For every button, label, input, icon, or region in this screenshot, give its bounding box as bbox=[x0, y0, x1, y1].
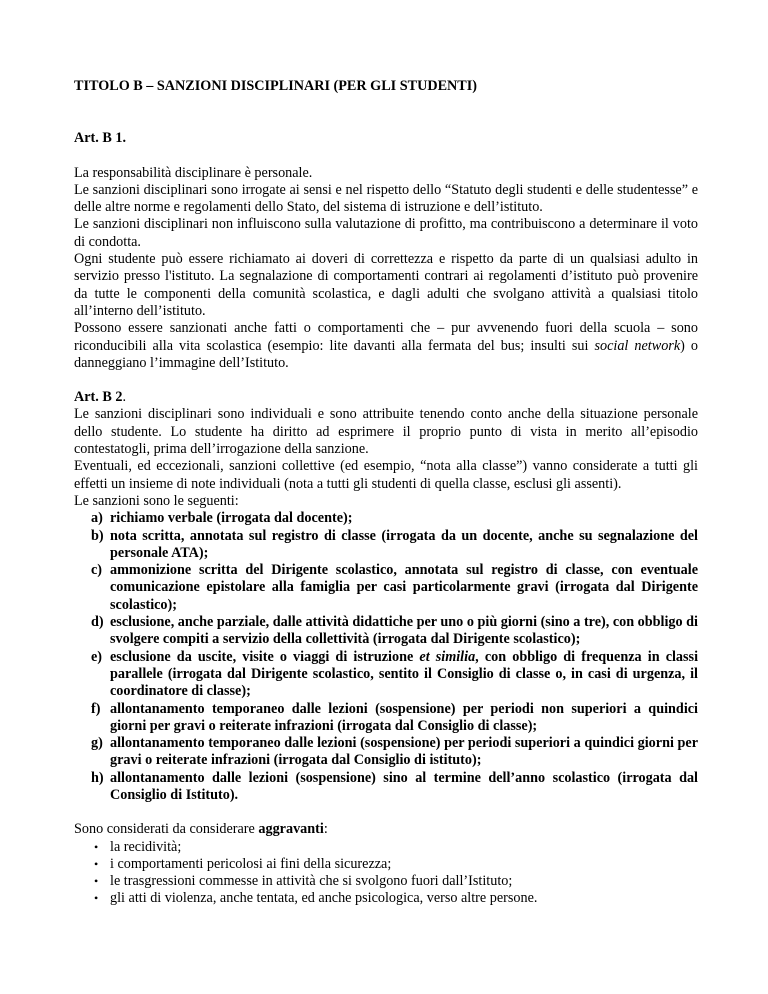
art-b2-paragraph-2: Eventuali, ed eccezionali, sanzioni collettive (ed esempio, “nota alla classe”) vanno considerate a tutti gli effetti un insieme di note individuali (nota a tutti gli studenti di quella classe, esclusi gli assenti). bbox=[74, 458, 698, 492]
sanction-item bbox=[74, 770, 698, 805]
aggravanti-list bbox=[74, 839, 698, 908]
aggravante-text: le trasgressioni commesse in attività che si svolgono fuori dall’Istituto; bbox=[110, 873, 513, 890]
sanctions-list bbox=[74, 510, 698, 804]
sanction-text: allontanamento temporaneo dalle lezioni (sospensione) per periodi superiori a quindici giorni per gravi o reiterate infrazioni (irrogata dal Consiglio di istituto); bbox=[110, 735, 698, 769]
art-b1-paragraph-4: Ogni studente può essere richiamato ai doveri di correttezza e rispetto da parte di un qualsiasi adulto in servizio presso l'istituto. La segnalazione di comportamenti contrari ai regolamenti d’istituto può provenire da tutte le componenti della comunità scolastica, e dagli adulti che svolgano attività a qualsiasi titolo all’interno dell’istituto. bbox=[74, 251, 698, 319]
sanction-label: g) bbox=[91, 735, 103, 752]
document-title: TITOLO B – SANZIONI DISCIPLINARI (PER GLI STUDENTI) bbox=[74, 78, 477, 94]
article-b2-heading-line bbox=[74, 389, 698, 406]
sanction-label: c) bbox=[91, 562, 103, 579]
sanction-item bbox=[74, 528, 698, 563]
sanction-item bbox=[74, 510, 698, 527]
aggravante-text: i comportamenti pericolosi ai fini della sicurezza; bbox=[110, 855, 392, 872]
aggravante-text: gli atti di violenza, anche tentata, ed anche psicologica, verso altre persone. bbox=[110, 890, 538, 907]
bullet-icon: • bbox=[94, 856, 99, 871]
sanction-text: ammonizione scritta del Dirigente scolastico, annotata sul registro di classe, con eventuale comunicazione epistolare alla famiglia per casi particolarmente gravi (irrogata dal Dirigente scolastico); bbox=[110, 562, 698, 613]
art-b1-p5-emphasis: social network bbox=[594, 337, 681, 354]
sanction-label: e) bbox=[91, 648, 103, 665]
sanction-text: esclusione, anche parziale, dalle attività didattiche per uno o più giorni (sino a tre), con obbligo di svolgere compiti a servizio della collettività (irrogata dal Dirigente scolastico); bbox=[110, 614, 698, 648]
aggravanti-keyword: aggravanti bbox=[258, 821, 324, 838]
sanction-item bbox=[74, 649, 698, 701]
art-b1-paragraph-2: Le sanzioni disciplinari sono irrogate ai sensi e nel rispetto dello “Statuto degli studenti e delle studentesse” e delle altre norme e regolamenti dello Stato, del sistema di istruzione e dell’istituto. bbox=[74, 181, 698, 216]
sanction-text: allontanamento dalle lezioni (sospensione) sino al termine dell’anno scolastico (irrogata dal Consiglio di Istituto). bbox=[110, 769, 698, 803]
sanction-item bbox=[74, 614, 698, 649]
aggravanti-colon: : bbox=[323, 821, 328, 838]
sanction-label: f) bbox=[91, 700, 101, 717]
document-page bbox=[74, 78, 698, 908]
article-b2-heading-dot: . bbox=[122, 389, 127, 406]
art-b1-p5-text-b: ) o danneggiano l’immagine dell’Istituto. bbox=[74, 337, 698, 371]
aggravante-item bbox=[74, 890, 698, 907]
aggravanti-intro bbox=[74, 821, 698, 838]
aggravanti-intro-text: Sono considerati da considerare bbox=[74, 821, 259, 838]
sanction-label: b) bbox=[91, 527, 104, 544]
article-b2-heading: Art. B 2 bbox=[74, 389, 123, 406]
aggravante-item bbox=[74, 839, 698, 856]
sanction-item bbox=[74, 735, 698, 770]
sanction-text-a: esclusione da uscite, visite o viaggi di istruzione bbox=[110, 648, 420, 665]
sanction-text-emphasis: et similia bbox=[419, 648, 476, 665]
bullet-icon: • bbox=[94, 874, 99, 889]
aggravante-item bbox=[74, 873, 698, 890]
sanction-item bbox=[74, 562, 698, 614]
art-b1-paragraph-5 bbox=[74, 320, 698, 372]
sanction-text-b: , con obbligo di frequenza in classi parallele (irrogata dal Dirigente scolastico, sentito il Consiglio di classe o, in casi di urgenza, il coordinatore di classe); bbox=[110, 648, 699, 700]
sanction-text: richiamo verbale (irrogata dal docente); bbox=[110, 510, 353, 527]
sanction-item bbox=[74, 701, 698, 736]
aggravante-text: la recidività; bbox=[110, 838, 182, 855]
sanction-text: allontanamento temporaneo dalle lezioni (sospensione) per periodi non superiori a quindici giorni per gravi o reiterate infrazioni (irrogata dal Consiglio di classe); bbox=[110, 700, 698, 734]
art-b2-paragraph-1: Le sanzioni disciplinari sono individuali e sono attribuite tenendo conto anche della situazione personale dello studente. Lo studente ha diritto ad esprimere il proprio punto di vista in merito all’episodio contestatogli, prima dell’irrogazione della sanzione. bbox=[74, 406, 698, 458]
art-b1-p5-text-a: Possono essere sanzionati anche fatti o comportamenti che – pur avvenendo fuori della scuola – sono riconducibili alla vita scolastica (esempio: lite davanti alla fermata del bus; insulti sui bbox=[74, 320, 698, 354]
aggravante-item bbox=[74, 856, 698, 873]
sanction-text: nota scritta, annotata sul registro di classe (irrogata da un docente, anche su segnalazione del personale ATA); bbox=[110, 527, 698, 561]
art-b1-paragraph-1: La responsabilità disciplinare è personale. bbox=[74, 164, 313, 181]
sanction-label: h) bbox=[91, 769, 104, 786]
sanction-label: a) bbox=[91, 510, 103, 527]
bullet-icon: • bbox=[94, 839, 99, 854]
art-b2-paragraph-3: Le sanzioni sono le seguenti: bbox=[74, 492, 239, 509]
sanction-label: d) bbox=[91, 614, 104, 631]
article-b1-heading: Art. B 1. bbox=[74, 130, 127, 147]
art-b1-paragraph-3: Le sanzioni disciplinari non influiscono sulla valutazione di profitto, ma contribuiscono a determinare il voto di condotta. bbox=[74, 216, 698, 250]
bullet-icon: • bbox=[94, 891, 99, 906]
